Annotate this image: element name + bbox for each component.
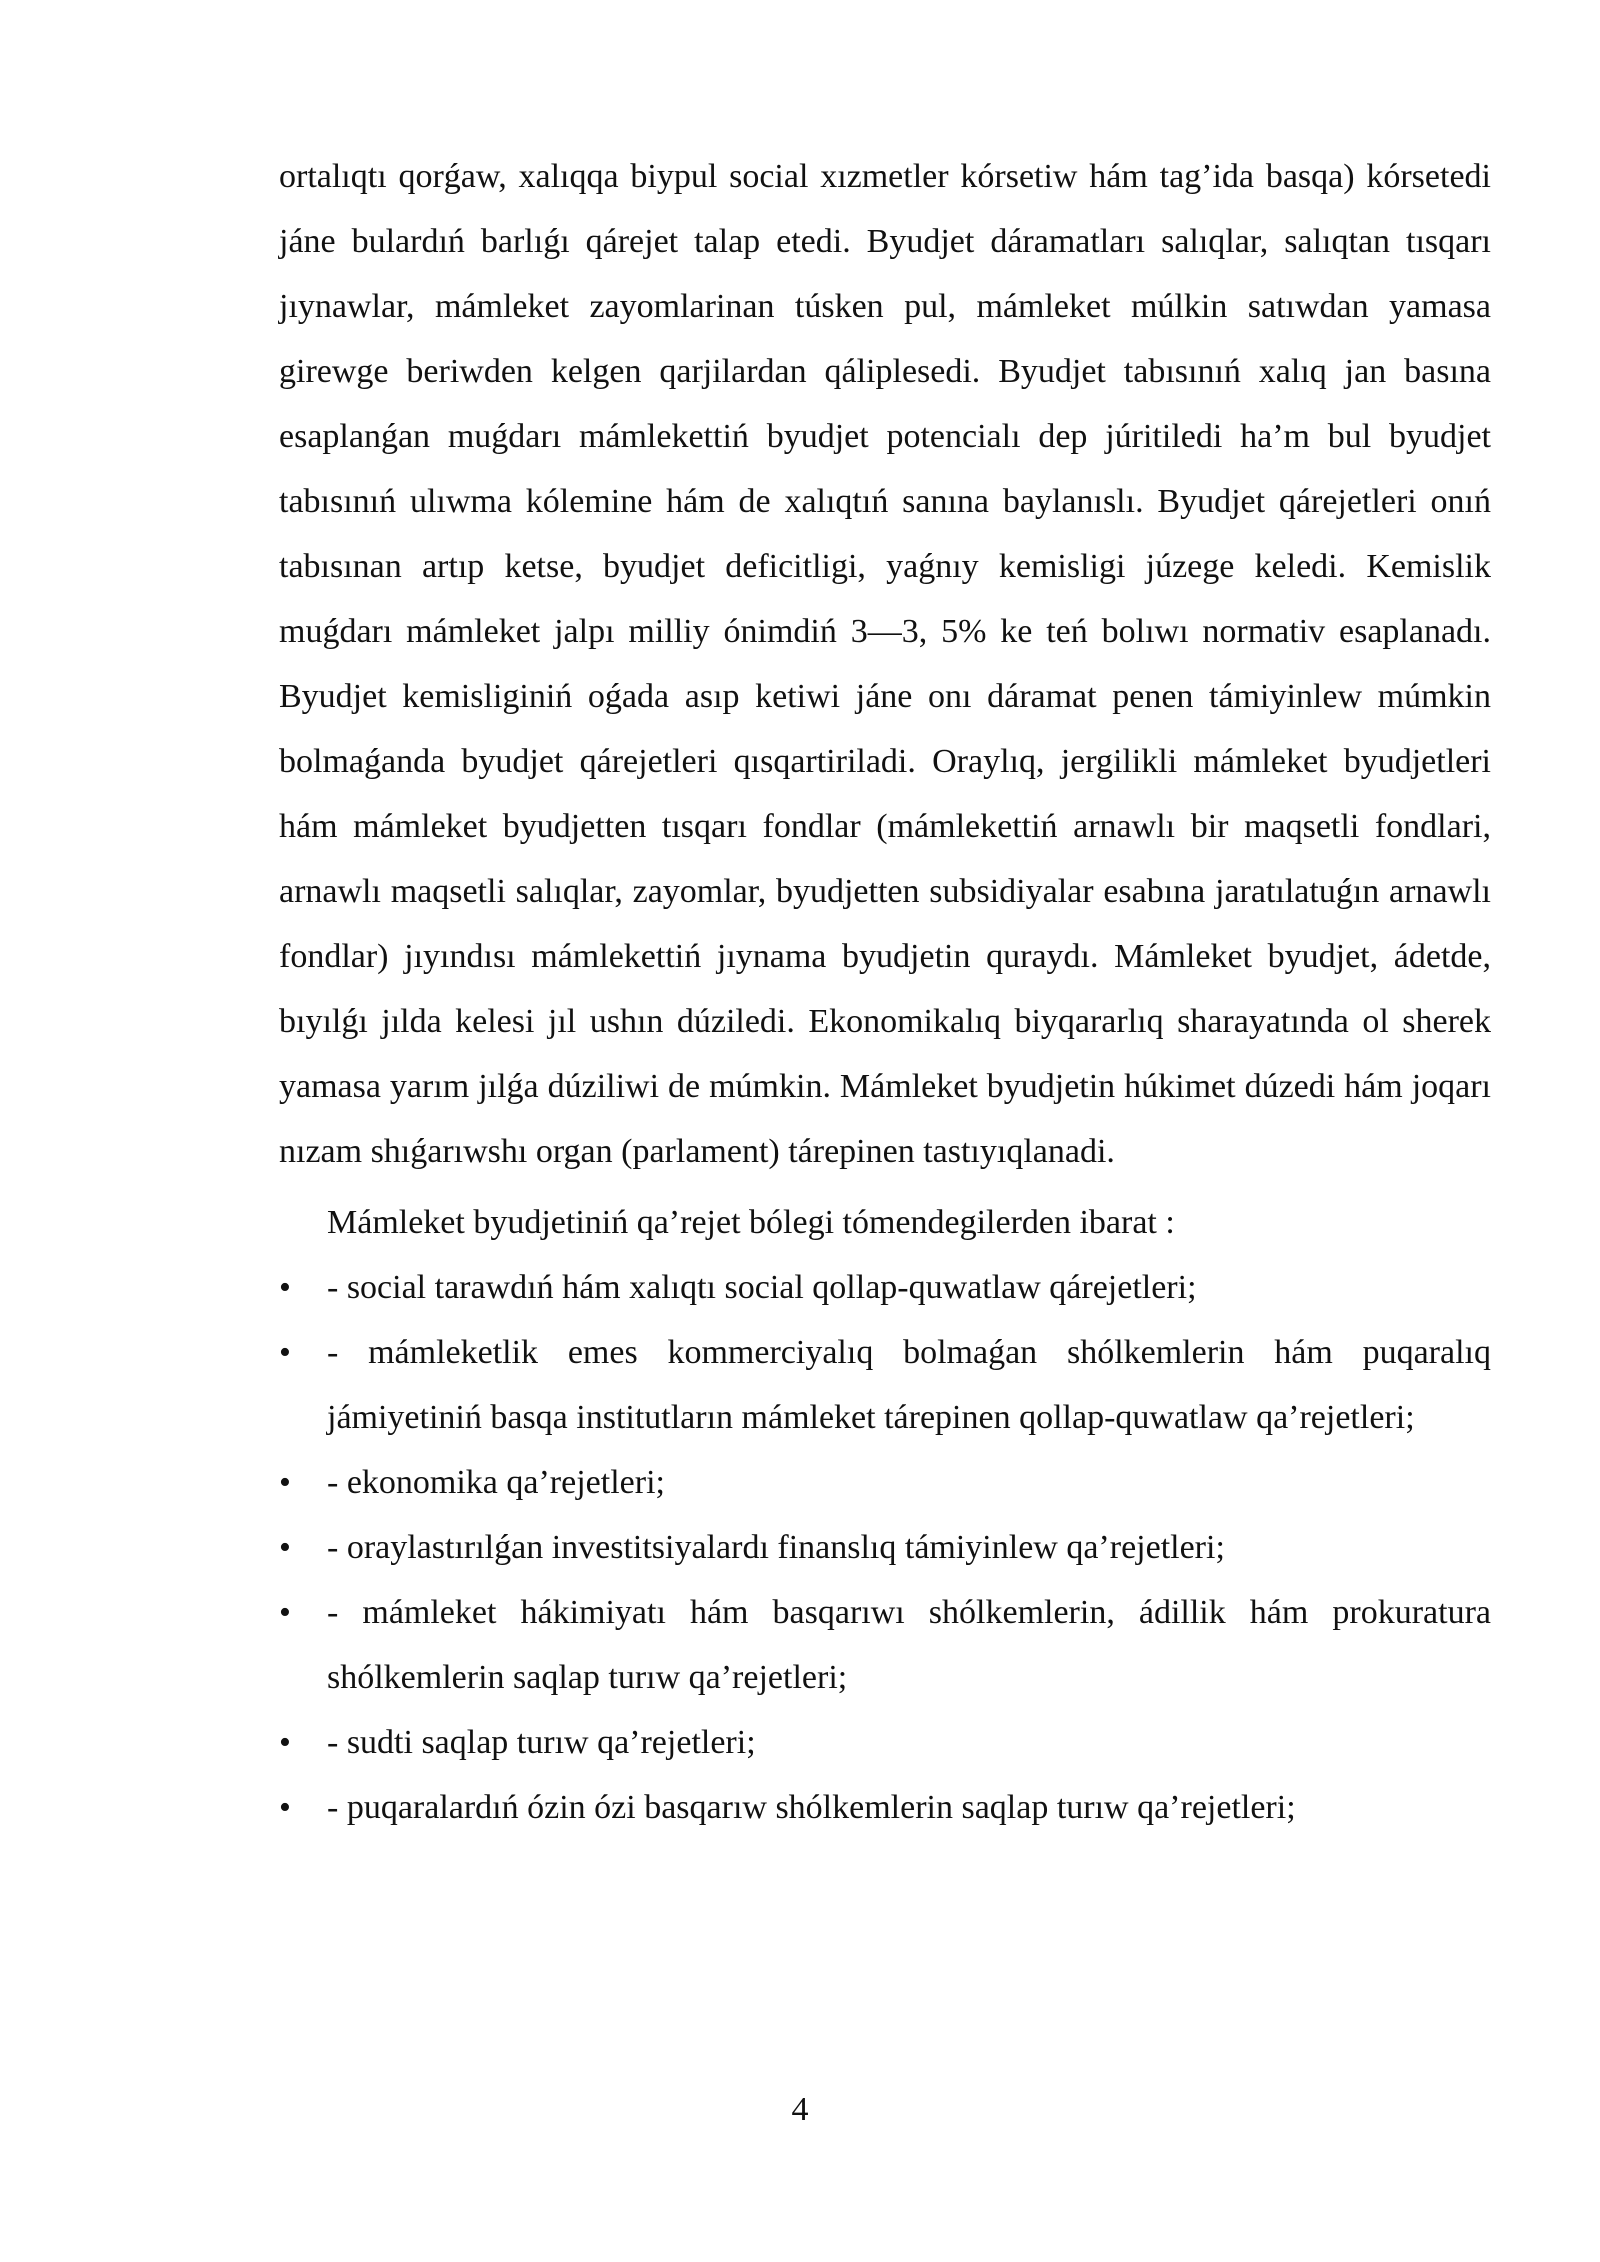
body-paragraph: ortalıqtı qorǵaw, xalıqqa biypul social xızmetler kórsetiw hám tag’ida basqa) kórsetedi jáne bulardıń barlıǵı qárejet talap etedi. Byudjet dáramatları salıqlar, salıqtan tısqarı jıynawlar, mámleket zayomlarinan túsken pul, mámleket múlkin satıwdan yamasa girewge beriwden kelgen qarjilardan qáliplesedi. Byudjet tabısınıń xalıq jan basına esaplanǵan muǵdarı mámlekettiń byudjet potencialı dep júritiledi ha’m bul byudjet tabısınıń ulıwma kólemine hám de xalıqtıń sanına baylanıslı. Byudjet qárejetleri onıń tabısınan artıp ketse, byudjet deficitligi, yaǵnıy kemisligi júzege keledi. Kemislik muǵdarı mámleket jalpı milliy ónimdiń 3—3, 5% ke teń bolıwı normativ esaplanadı. Byudjet kemisliginiń oǵada asıp ketiwi jáne onı dáramat penen támiyinlew múmkin bolmaǵanda byudjet qárejetleri qısqartiriladi. Oraylıq, jergilikli mámleket byudjetleri hám mámleket byudjetten tısqarı fondlar (mámlekettiń arnawlı bir maqsetli fondlari, arnawlı maqsetli salıqlar, zayomlar, byudjetten subsidiyalar esabına jaratılatuǵın arnawlı fondlar) jıyındısı mámlekettiń jıynama byudjetin quraydı. Mámleket byudjet, ádetde, bıyılǵı jılda kelesi jıl ushın dúziledi. Ekonomikalıq biyqararlıq sharayatında ol sherek yamasa yarım jılǵa dúziliwi de múmkin. Mámleket byudjetin húkimet dúzedi hám joqarı nızam shıǵarıwshı organ (parlament) tárepinen tastıyıqlanadi. <box>279 158 1491 1170</box>
list-item <box>279 1255 1491 1320</box>
list-item-text: - sudti saqlap turıw qa’rejetleri; <box>327 1724 756 1761</box>
list-item-text: - ekonomika qa’rejetleri; <box>327 1464 665 1501</box>
document-body <box>279 144 1491 1840</box>
bullet-icon: • <box>279 1789 291 1826</box>
bullet-icon: • <box>279 1724 291 1761</box>
list-item <box>279 1775 1491 1840</box>
bullet-icon: • <box>279 1529 291 1566</box>
list-item-text: - social tarawdıń hám xalıqtı social qollap-quwatlaw qárejetleri; <box>327 1269 1197 1306</box>
list-item-text: - puqaralardıń ózin ózi basqarıw shólkemlerin saqlap turıw qa’rejetleri; <box>327 1789 1296 1826</box>
bullet-icon: • <box>279 1334 291 1371</box>
list-intro-paragraph: Mámleket byudjetiniń qa’rejet bólegi tómendegilerden ibarat : <box>327 1204 1175 1241</box>
list-item <box>279 1710 1491 1775</box>
bullet-icon: • <box>279 1594 291 1631</box>
expense-list <box>279 1255 1491 1840</box>
list-item <box>279 1320 1491 1450</box>
list-item <box>279 1450 1491 1515</box>
list-item-text: - mámleket hákimiyatı hám basqarıwı shólkemlerin, ádillik hám prokuratura shólkemlerin saqlap turıw qa’rejetleri; <box>327 1594 1491 1696</box>
list-item-text: - oraylastırılǵan investitsiyalardı finanslıq támiyinlew qa’rejetleri; <box>327 1529 1225 1566</box>
list-item-text: - mámleketlik emes kommerciyalıq bolmaǵan shólkemlerin hám puqaralıq jámiyetiniń basqa institutların mámleket tárepinen qollap-quwatlaw qa’rejetleri; <box>327 1334 1491 1436</box>
page-number: 4 <box>791 2091 809 2128</box>
list-item <box>279 1515 1491 1580</box>
bullet-icon: • <box>279 1269 291 1306</box>
bullet-icon: • <box>279 1464 291 1501</box>
list-item <box>279 1580 1491 1710</box>
